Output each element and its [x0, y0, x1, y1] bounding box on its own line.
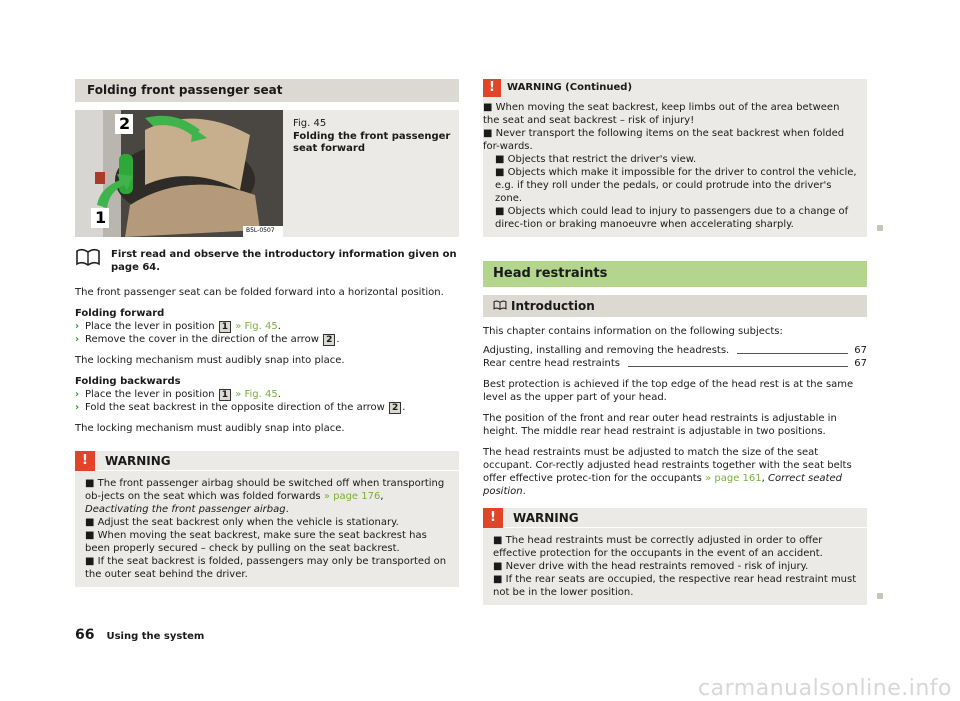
page-link[interactable]: » page 176: [323, 491, 381, 502]
chevron-right-icon: ›: [75, 321, 80, 332]
warning-cont-item-1: ■ When moving the seat backrest, keep limbs out of the area between the seat and seat backrest – risk of injury!: [483, 102, 840, 126]
warning-continued-body: [483, 99, 867, 231]
key-box-2: 2: [323, 334, 335, 346]
warning-box-2: [483, 508, 867, 605]
warning-label: WARNING: [513, 511, 579, 525]
step-text: Fold the seat backrest in the opposite direction of the arrow: [85, 402, 385, 413]
warning-cont-item-2: ■ Never transport the following items on the seat backrest when folded for-wards.: [483, 128, 845, 152]
warning-continued-box: [483, 79, 867, 237]
warning-continued-header: [483, 79, 867, 99]
figure-number: Fig. 45: [293, 118, 327, 129]
figure-45: [75, 110, 459, 237]
warning-icon: !: [483, 508, 503, 528]
page-footer: [75, 629, 204, 643]
toc-item-2[interactable]: [483, 357, 867, 370]
snap-note-2: The locking mechanism must audibly snap into place.: [75, 423, 345, 434]
warning-item-3: ■ When moving the seat backrest, make sure the seat backrest has been properly secured – check by pulling on the seat backrest.: [85, 530, 427, 554]
paragraph-3: The head restraints must be adjusted to match the size of the seat occupant. Cor-rectly adjusted head restraints together with the seat belts offer effective protec-tion for the occupants » page 161, Correct seated position.: [483, 447, 852, 497]
callout-1: 1: [95, 208, 107, 227]
warning-cont-sub-2: ■ Objects which make it impossible for the driver to control the vehicle, e.g. if they roll under the pedals, or could protrude into the driver's zone.: [495, 167, 857, 204]
figure-link[interactable]: » Fig. 45: [235, 321, 278, 332]
key-box-1: 1: [219, 389, 231, 401]
end-mark: [877, 593, 883, 599]
book-icon: [75, 247, 101, 267]
warning-body: [483, 528, 867, 599]
warning-item-1: ■ The head restraints must be correctly adjusted in order to offer effective protection for the occupants in the event of an accident.: [493, 535, 823, 559]
folding-backwards-title: Folding backwards: [75, 376, 181, 387]
toc-label: Adjusting, installing and removing the headrests.: [483, 345, 730, 356]
folding-forward-title: Folding forward: [75, 308, 165, 319]
chevron-right-icon: ›: [75, 389, 80, 400]
figure-photo: [75, 110, 283, 237]
end-mark: [877, 225, 883, 231]
link-title: Deactivating the front passenger airbag: [85, 504, 286, 515]
figure-caption: [293, 118, 459, 156]
warning-continued-label: WARNING (Continued): [507, 82, 633, 93]
warning-cont-sub-1: ■ Objects that restrict the driver's view.: [495, 154, 697, 165]
warning-item-2: ■ Never drive with the head restraints removed - risk of injury.: [493, 561, 809, 572]
forward-step-2: › Remove the cover in the direction of the arrow 2 .: [75, 334, 340, 345]
toc-leader: [628, 366, 848, 367]
chevron-right-icon: ›: [75, 402, 80, 413]
callout-2: 2: [119, 114, 131, 133]
warning-icon: !: [75, 451, 95, 471]
page-number: 66: [75, 627, 95, 643]
note-text: First read and observe the introductory information given on page 64.: [111, 249, 457, 273]
step-text: Place the lever in position: [85, 389, 215, 400]
key-box-2: 2: [389, 402, 401, 414]
figure-code: B5L-0507: [246, 227, 275, 234]
paragraph-1: Best protection is achieved if the top edge of the head rest is at the same level as the upper part of your head.: [483, 379, 854, 403]
head-restraints-title: Head restraints: [483, 261, 867, 287]
introduction-title: Introduction: [511, 299, 595, 313]
figure-title: Folding the front passenger seat forward: [293, 130, 451, 154]
warning-body: ■ The front passenger airbag should be switched off when transporting ob-jects on the seat which was folded forwards » page 176, Deactivating the front passenger airbag. ■ Adjust the seat backrest only when the vehicle is stationary. ■ When moving the seat backrest, make sure the seat backrest has been properly secured – check by pulling on the seat backrest. ■ If the seat backrest is folded, passengers may only be transported on the outer seat behind the driver.: [75, 471, 459, 581]
warning-label: WARNING: [105, 454, 171, 468]
page-link[interactable]: » page 161: [705, 473, 762, 484]
warning-cont-sub-3: ■ Objects which could lead to injury to passengers due to a change of direc-tion or braking manoeuvre when accelerating sharply.: [495, 206, 849, 230]
intro-note: [75, 247, 459, 274]
toc-item-1[interactable]: [483, 344, 867, 357]
toc-page: 67: [854, 358, 867, 369]
warning-icon: !: [483, 79, 501, 97]
warning-item-2: ■ Adjust the seat backrest only when the vehicle is stationary.: [85, 517, 399, 528]
step-text: Remove the cover in the direction of the arrow: [85, 334, 319, 345]
warning-item-3: ■ If the rear seats are occupied, the respective rear head restraint must not be in the lower position.: [493, 574, 857, 598]
warning-box: [75, 451, 459, 587]
introduction-header: [483, 295, 867, 317]
snap-note-1: The locking mechanism must audibly snap into place.: [75, 355, 345, 366]
intro-paragraph: The front passenger seat can be folded forward into a horizontal position.: [75, 287, 444, 298]
chevron-right-icon: ›: [75, 334, 80, 345]
toc-page: 67: [854, 345, 867, 356]
warning-item-1: ■ The front passenger airbag should be switched off when transporting ob-jects on the seat which was folded forwards: [85, 478, 445, 502]
chapter-info: This chapter contains information on the following subjects:: [483, 326, 783, 337]
section-title: Folding front passenger seat: [75, 79, 459, 102]
link-title: Correct seated position: [483, 473, 842, 497]
footer-section: Using the system: [106, 631, 205, 642]
book-icon: [493, 299, 507, 311]
warning-item-4: ■ If the seat backrest is folded, passengers may only be transported on the outer seat behind the driver.: [85, 556, 447, 580]
paragraph-3-text: The head restraints must be adjusted to match the size of the seat occupant. Cor-rectly adjusted head restraints together with the seat belts offer effective protec-tion for the occupants: [483, 447, 852, 484]
left-column: [75, 79, 459, 587]
right-column: [483, 79, 867, 605]
paragraph-2: The position of the front and rear outer head restraints is adjustable in height. The middle rear head restraint is adjustable in two positions.: [483, 413, 837, 437]
forward-step-1: › Place the lever in position 1 » Fig. 45.: [75, 321, 281, 332]
toc-leader: [737, 353, 848, 354]
seat-illustration: [75, 110, 283, 237]
backward-step-2: › Fold the seat backrest in the opposite direction of the arrow 2 .: [75, 402, 406, 413]
backward-step-1: › Place the lever in position 1 » Fig. 45.: [75, 389, 281, 400]
warning-header: [483, 508, 867, 528]
key-box-1: 1: [219, 321, 231, 333]
step-text: Place the lever in position: [85, 321, 215, 332]
warning-header: [75, 451, 459, 471]
figure-link[interactable]: » Fig. 45: [235, 389, 278, 400]
toc-label: Rear centre head restraints: [483, 358, 621, 369]
watermark: carmanualsonline.info: [698, 676, 952, 701]
